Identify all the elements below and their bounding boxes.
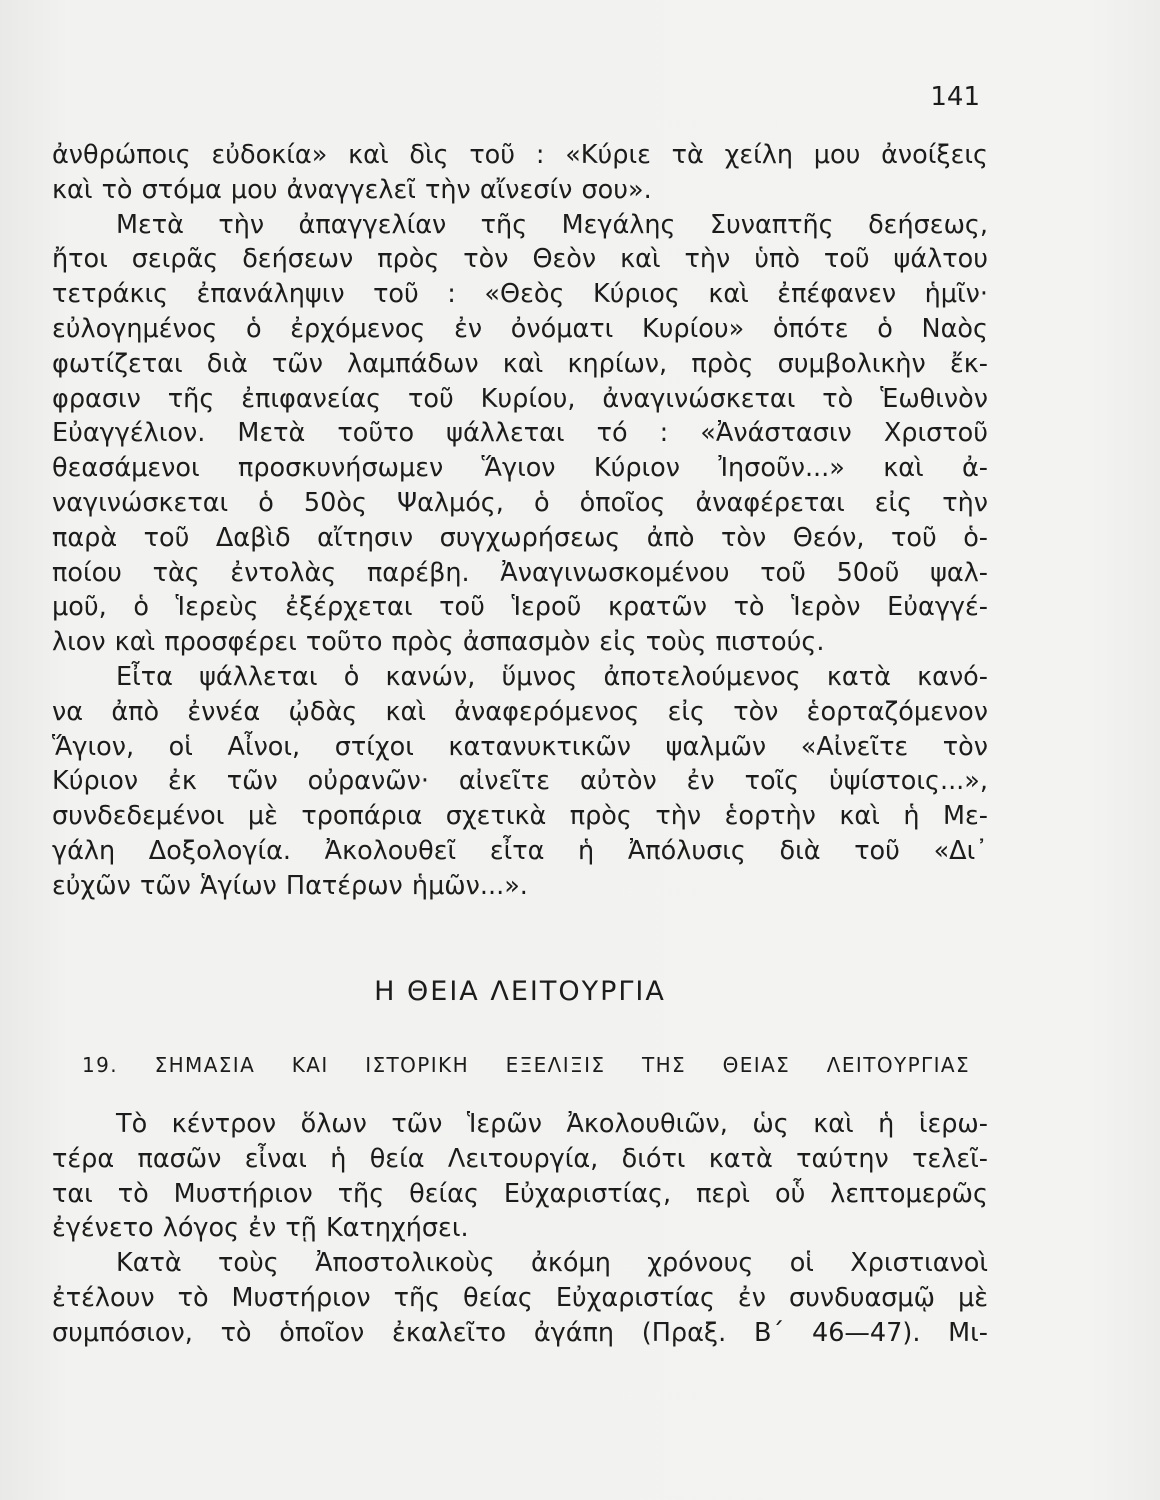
text-line: καὶ τὸ στόμα μου ἀναγγελεῖ τὴν αἴνεσίν σου». xyxy=(52,174,652,205)
text-line: εὐλογημένος ὁ ἐρχόμενος ἐν ὀνόματι Κυρίου» ὁπότε ὁ Ναὸς xyxy=(52,313,988,344)
text-line: γάλη Δοξολογία. Ἀκολουθεῖ εἶτα ἡ Ἀπόλυσις διὰ τοῦ «Δι᾽ xyxy=(52,835,988,866)
subsection-word: ΕΞΕΛΙΞΙΣ xyxy=(505,1053,606,1077)
text-line: Τὸ κέντρον ὅλων τῶν Ἱερῶν Ἀκολουθιῶν, ὡς καὶ ἡ ἱερω- xyxy=(116,1109,988,1139)
text-line: φρασιν τῆς ἐπιφανείας τοῦ Κυρίου, ἀναγινώσκεται τὸ Ἑωθινὸν xyxy=(52,383,988,414)
text-line: θεασάμενοι προσκυνήσωμεν Ἅγιον Κύριον Ἰησοῦν...» καὶ ἀ- xyxy=(52,453,988,484)
subsection-word: ΣΗΜΑΣΙΑ xyxy=(154,1053,256,1077)
subsection-number: 19. xyxy=(82,1053,119,1077)
text-line: Κατὰ τοὺς Ἀποστολικοὺς ἀκόμη χρόνους οἱ Χριστιανοὶ xyxy=(116,1248,988,1279)
subsection-word: ΙΣΤΟΡΙΚΗ xyxy=(365,1053,470,1077)
text-line: φωτίζεται διὰ τῶν λαμπάδων καὶ κηρίων, πρὸς συμβολικὴν ἔκ- xyxy=(52,348,988,379)
text-line: ἐτέλουν τὸ Μυστήριον τῆς θείας Εὐχαριστίας ἐν συνδυασμῷ μὲ xyxy=(52,1282,988,1313)
paragraph-5 xyxy=(52,1246,988,1350)
subsection-word: ΘΕΙΑΣ xyxy=(722,1053,791,1077)
section-title: Η ΘΕΙΑ ΛΕΙΤΟΥΡΓΙΑ xyxy=(374,976,666,1007)
text-line: συνδεδεμένοι μὲ τροπάρια σχετικὰ πρὸς τὴν ἑορτὴν καὶ ἡ Με- xyxy=(52,801,988,832)
paragraph-1 xyxy=(52,138,988,208)
text-line: να ἀπὸ ἐννέα ᾠδὰς καὶ ἀναφερόμενος εἰς τὸν ἑορταζόμενον xyxy=(52,696,988,727)
text-line: Κύριον ἐκ τῶν οὐρανῶν· αἰνεῖτε αὐτὸν ἐν τοῖς ὑψίστοις...», xyxy=(52,766,988,797)
text-line: ἀνθρώποις εὐδοκία» καὶ δὶς τοῦ : «Κύριε τὰ χείλη μου ἀνοίξεις xyxy=(52,140,988,170)
text-line: συμπόσιον, τὸ ὁποῖον ἐκαλεῖτο ἀγάπη (Πραξ. Β΄ 46—47). Μι- xyxy=(52,1317,988,1348)
paragraph-4 xyxy=(52,1107,988,1246)
main-text-block xyxy=(52,138,988,904)
text-line: ποίου τὰς ἐντολὰς παρέβη. Ἀναγινωσκομένου τοῦ 50οῦ ψαλ- xyxy=(52,557,988,588)
subsection-word: ΛΕΙΤΟΥΡΓΙΑΣ xyxy=(826,1053,970,1077)
text-line: παρὰ τοῦ Δαβὶδ αἴτησιν συγχωρήσεως ἀπὸ τὸν Θεόν, τοῦ ὁ- xyxy=(52,522,988,553)
page-number: 141 xyxy=(930,82,980,112)
section-text-block xyxy=(52,1107,988,1351)
text-line: ἤτοι σειρᾶς δεήσεων πρὸς τὸν Θεὸν καὶ τὴν ὑπὸ τοῦ ψάλτου xyxy=(52,244,988,275)
text-line: Ἅγιον, οἱ Αἶνοι, στίχοι κατανυκτικῶν ψαλμῶν «Αἰνεῖτε τὸν xyxy=(52,731,988,762)
text-line: εὐχῶν τῶν Ἁγίων Πατέρων ἡμῶν...». xyxy=(52,870,528,901)
text-line: ται τὸ Μυστήριον τῆς θείας Εὐχαριστίας, περὶ οὗ λεπτομερῶς xyxy=(52,1178,988,1209)
subsection-word: ΚΑΙ xyxy=(291,1053,329,1077)
text-line: Εἶτα ψάλλεται ὁ κανών, ὕμνος ἀποτελούμενος κατὰ κανό- xyxy=(116,661,988,692)
subsection-word: ΤΗΣ xyxy=(641,1053,687,1077)
text-line: Εὐαγγέλιον. Μετὰ τοῦτο ψάλλεται τό : «Ἀνάστασιν Χριστοῦ xyxy=(52,418,988,449)
paragraph-3 xyxy=(52,660,988,904)
text-line: Μετὰ τὴν ἀπαγγελίαν τῆς Μεγάλης Συναπτῆς δεήσεως, xyxy=(116,209,988,240)
text-line: μοῦ, ὁ Ἱερεὺς ἐξέρχεται τοῦ Ἱεροῦ κρατῶν τὸ Ἱερὸν Εὐαγγέ- xyxy=(52,592,988,623)
text-line: λιον καὶ προσφέρει τοῦτο πρὸς ἀσπασμὸν εἰς τοὺς πιστούς. xyxy=(52,627,825,658)
text-line: ναγινώσκεται ὁ 50ὸς Ψαλμός, ὁ ὁποῖος ἀναφέρεται εἰς τὴν xyxy=(52,487,988,518)
subsection-title xyxy=(82,1053,970,1077)
text-line: τέρα πασῶν εἶναι ἡ θεία Λειτουργία, διότι κατὰ ταύτην τελεῖ- xyxy=(52,1143,988,1174)
paragraph-2 xyxy=(52,208,988,660)
text-line: ἐγένετο λόγος ἐν τῇ Κατηχήσει. xyxy=(52,1213,469,1244)
text-line: τετράκις ἐπανάληψιν τοῦ : «Θεὸς Κύριος καὶ ἐπέφανεν ἡμῖν· xyxy=(52,279,988,310)
